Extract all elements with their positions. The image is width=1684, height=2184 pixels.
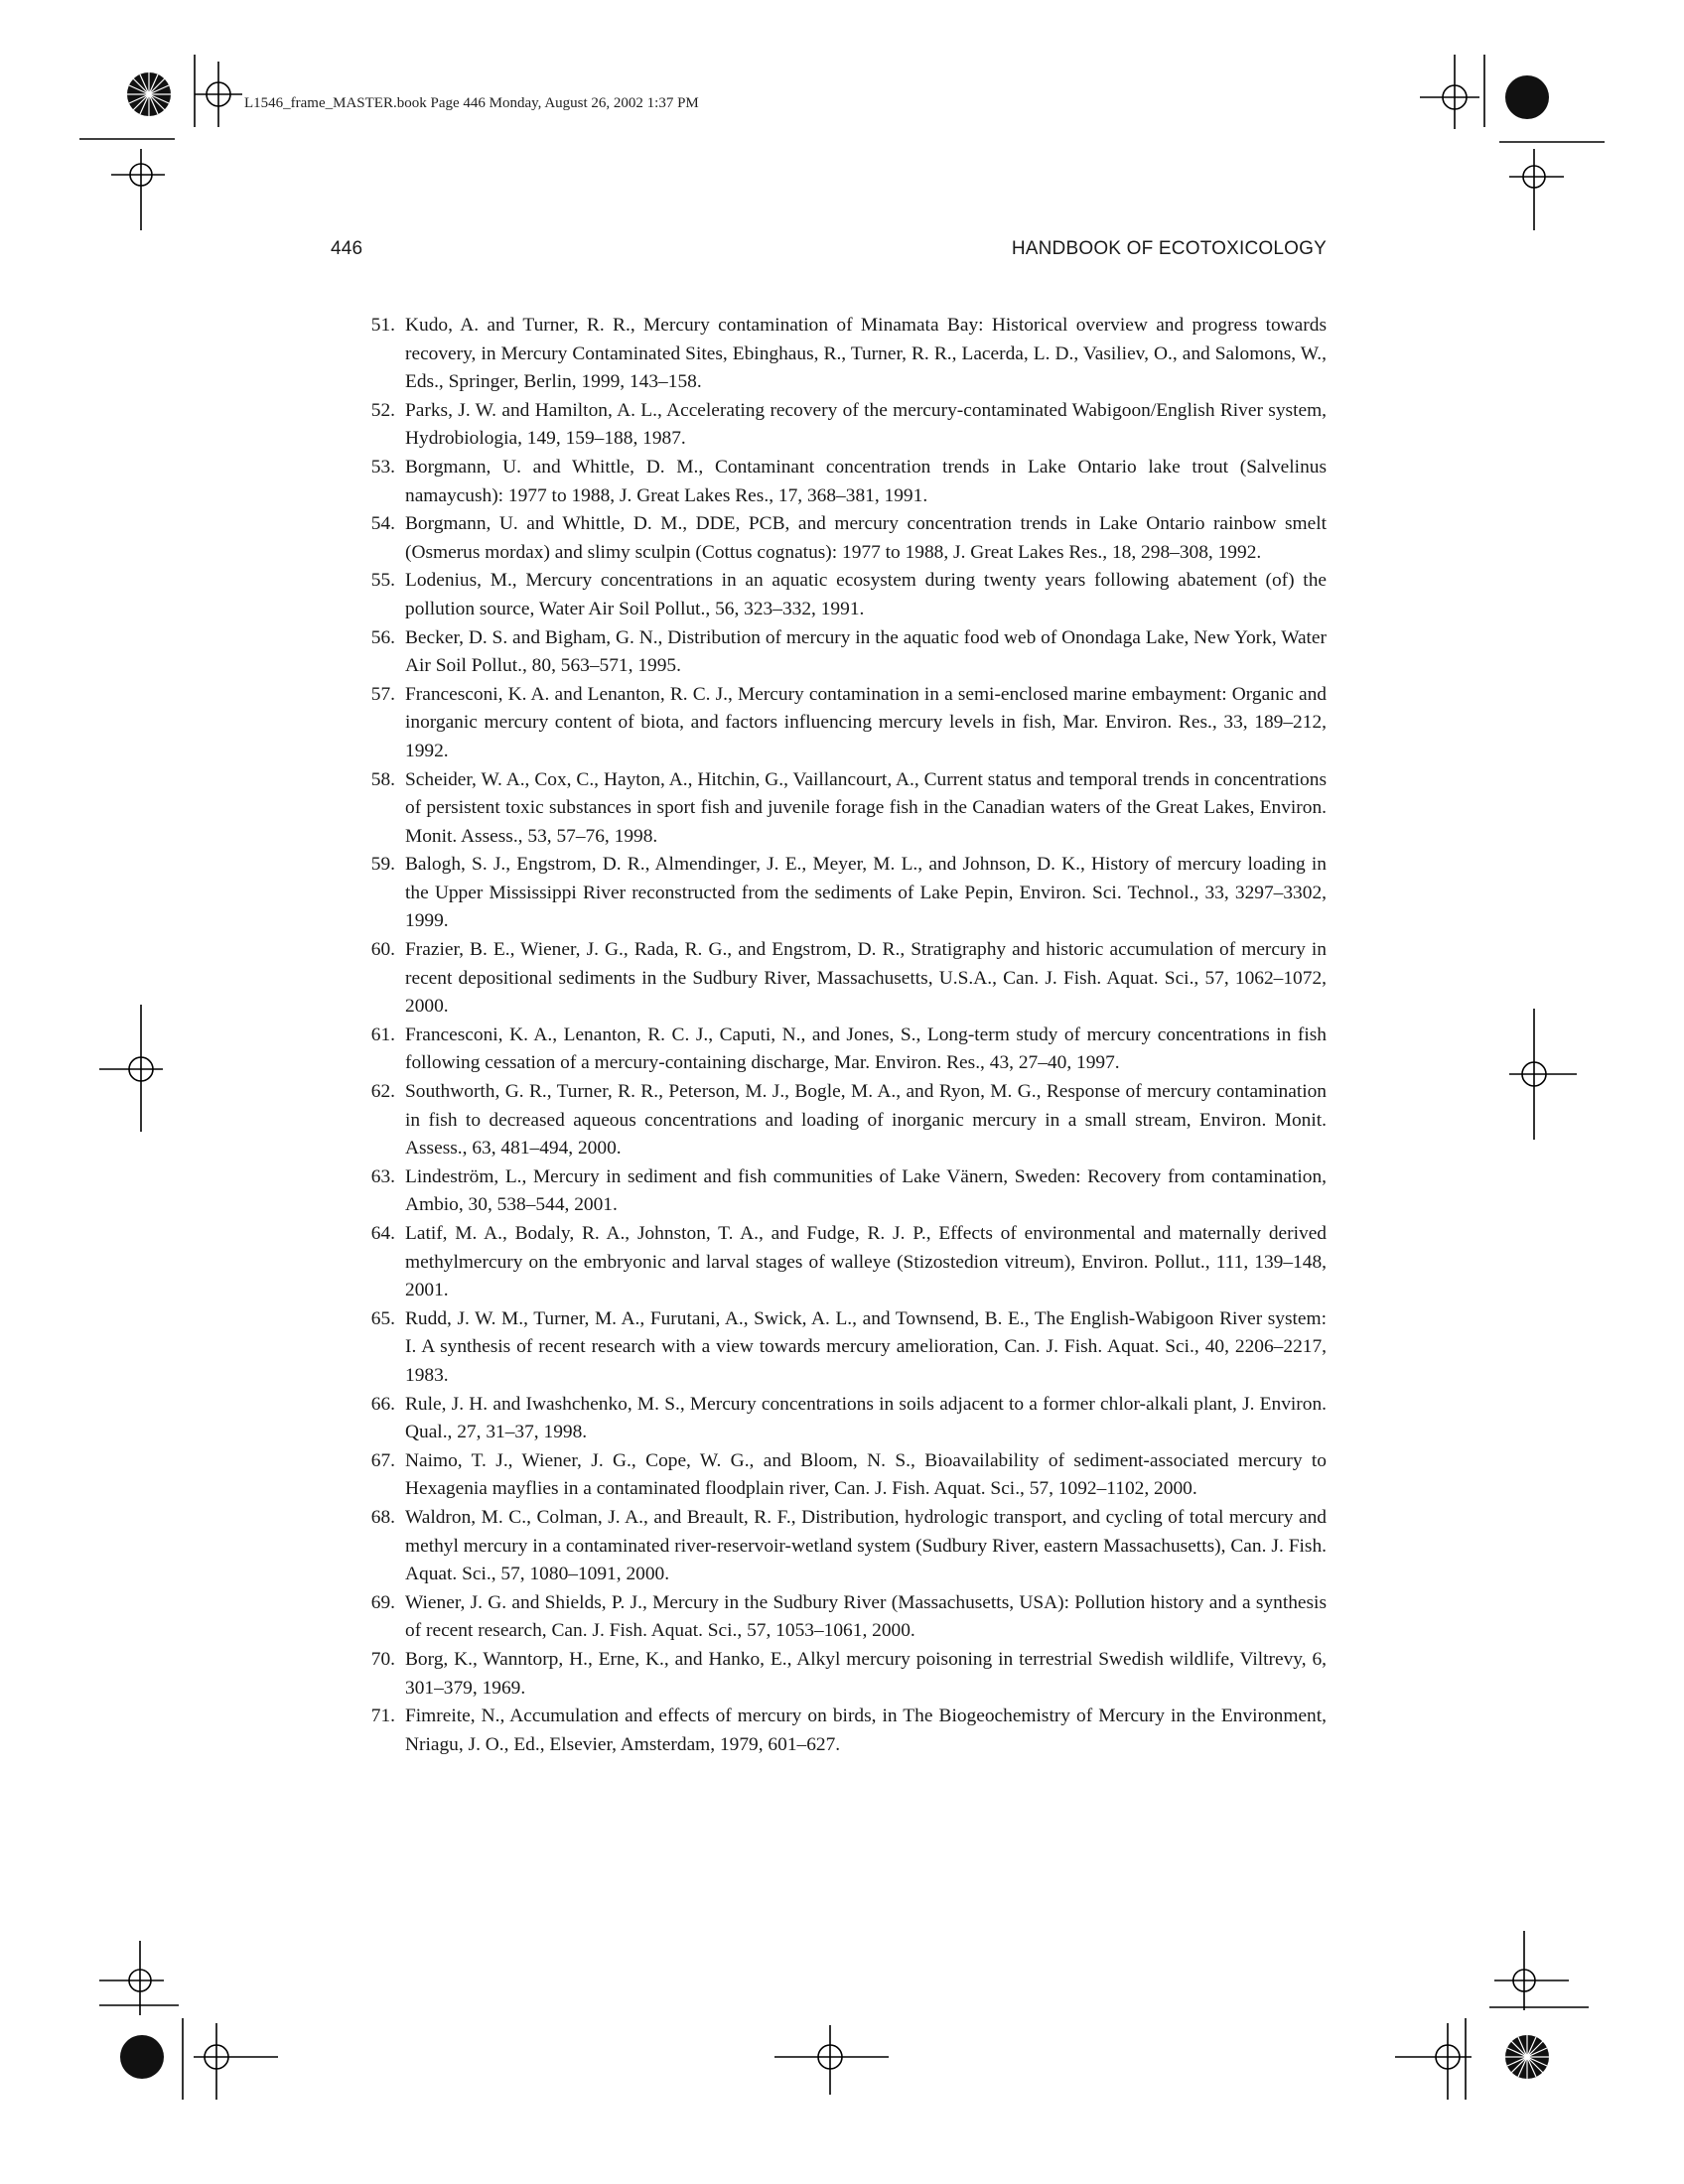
registration-target-icon — [99, 1941, 164, 2015]
registration-target-icon — [1420, 55, 1479, 129]
registration-target-icon — [1509, 1009, 1577, 1140]
reference-item — [357, 1447, 1327, 1504]
reference-text: Fimreite, N., Accumulation and effects of mercury on birds, in The Biogeochemistry of Mercury in the Environment, Nriagu, J. O., Ed., Elsevier, Amsterdam, 1979, 601–627. — [405, 1706, 1327, 1755]
reference-item — [357, 766, 1327, 852]
registration-target-icon — [195, 62, 242, 127]
reference-text: Frazier, B. E., Wiener, J. G., Rada, R. G., and Engstrom, D. R., Stratigraphy and historic accumulation of mercury in recent depositional sediments in the Sudbury River, Massachusetts, U.S.A., Can. J. Fish. Aquat. Sci., 57, 1062–1072, 2000. — [405, 939, 1327, 1018]
registration-sunburst-icon — [127, 72, 171, 116]
reference-item — [357, 1022, 1327, 1078]
reference-text: Kudo, A. and Turner, R. R., Mercury contamination of Minamata Bay: Historical overview and progress towards recovery, in Mercury Contaminated Sites, Ebinghaus, R., Turner, R. R., Lacerda, L. D., Vasiliev, O., and Salomons, W., Eds., Springer, Berlin, 1999, 143–158. — [405, 315, 1327, 393]
reference-number: 57. — [370, 683, 395, 705]
reference-text: Waldron, M. C., Colman, J. A., and Breault, R. F., Distribution, hydrologic transport, and cycling of total mercury and methyl mercury in a contaminated river-reservoir-wetland system (Sudbury River, eastern Massachusetts), Can. J. Fish. Aquat. Sci., 57, 1080–1091, 2000. — [405, 1506, 1327, 1585]
reference-number: 52. — [370, 399, 395, 421]
reference-number: 55. — [370, 570, 395, 592]
reference-list — [357, 312, 1327, 1759]
reference-item — [357, 567, 1327, 623]
reference-item — [357, 1163, 1327, 1220]
reference-number: 70. — [370, 1648, 395, 1670]
reference-item — [357, 1078, 1327, 1163]
reference-number: 54. — [370, 513, 395, 535]
reference-item — [357, 1589, 1327, 1646]
reference-text: Latif, M. A., Bodaly, R. A., Johnston, T. A., and Fudge, R. J. P., Effects of environmental and maternally derived methylmercury on the embryonic and larval stages of walleye (Stizostedion vitreum), Environ. Pollut., 111, 139–148, 2001. — [405, 1223, 1327, 1301]
reference-text: Balogh, S. J., Engstrom, D. R., Almendinger, J. E., Meyer, M. L., and Johnson, D. K., History of mercury loading in the Upper Mississippi River reconstructed from the sediments of Lake Pepin, Environ. Sci. Technol., 33, 3297–3302, 1999. — [405, 854, 1327, 932]
reference-text: Francesconi, K. A., Lenanton, R. C. J., Caputi, N., and Jones, S., Long-term study of mercury concentrations in fish following cessation of a mercury-containing discharge, Mar. Environ. Res., 43, 27–40, 1997. — [405, 1024, 1327, 1074]
reference-number: 60. — [370, 939, 395, 961]
reference-item — [357, 1305, 1327, 1391]
reference-text: Scheider, W. A., Cox, C., Hayton, A., Hitchin, G., Vaillancourt, A., Current status and temporal trends in concentrations of persistent toxic substances in sport fish and juvenile forage fish in the Canadian waters of the Great Lakes, Environ. Monit. Assess., 53, 57–76, 1998. — [405, 768, 1327, 847]
registration-target-icon — [1494, 1931, 1569, 2010]
registration-target-icon — [194, 2023, 278, 2100]
reference-number: 64. — [370, 1223, 395, 1244]
reference-number: 67. — [370, 1449, 395, 1471]
reference-text: Francesconi, K. A. and Lenanton, R. C. J., Mercury contamination in a semi-enclosed marine embayment: Organic and inorganic mercury content of biota, and factors influencing mercury levels in fish, Mar. Environ. Res., 33, 189–212, 1992. — [405, 683, 1327, 761]
registration-dot-icon — [120, 2035, 164, 2079]
reference-text: Southworth, G. R., Turner, R. R., Peterson, M. J., Bogle, M. A., and Ryon, M. G., Response of mercury contamination in fish to decreased aqueous concentrations and loading of inorganic mercury in a small stream, Environ. Monit. Assess., 63, 481–494, 2000. — [405, 1081, 1327, 1160]
reference-text: Rule, J. H. and Iwashchenko, M. S., Mercury concentrations in soils adjacent to a former chlor-alkali plant, J. Environ. Qual., 27, 31–37, 1998. — [405, 1393, 1327, 1443]
registration-target-icon — [1395, 2023, 1472, 2100]
page-number: 446 — [331, 238, 363, 259]
reference-number: 53. — [370, 456, 395, 478]
registration-target-icon — [111, 149, 165, 230]
print-slug: L1546_frame_MASTER.book Page 446 Monday, August 26, 2002 1:37 PM — [244, 95, 699, 111]
reference-item — [357, 1220, 1327, 1305]
reference-text: Becker, D. S. and Bigham, G. N., Distribution of mercury in the aquatic food web of Onondaga Lake, New York, Water Air Soil Pollut., 80, 563–571, 1995. — [405, 626, 1327, 677]
reference-text: Borgmann, U. and Whittle, D. M., Contaminant concentration trends in Lake Ontario lake trout (Salvelinus namaycush): 1977 to 1988, J. Great Lakes Res., 17, 368–381, 1991. — [405, 456, 1327, 506]
reference-number: 68. — [370, 1506, 395, 1528]
registration-target-icon — [1509, 149, 1564, 230]
reference-item — [357, 510, 1327, 567]
reference-text: Rudd, J. W. M., Turner, M. A., Furutani, A., Swick, A. L., and Townsend, B. E., The English-Wabigoon River system: I. A synthesis of recent research with a view towards mercury amelioration, Can. J. Fish. Aquat. Sci., 40, 2206–2217, 1983. — [405, 1307, 1327, 1386]
reference-item — [357, 1504, 1327, 1589]
reference-item — [357, 1646, 1327, 1703]
reference-item — [357, 936, 1327, 1022]
running-title: HANDBOOK OF ECOTOXICOLOGY — [1011, 238, 1327, 259]
reference-text: Borg, K., Wanntorp, H., Erne, K., and Hanko, E., Alkyl mercury poisoning in terrestrial Swedish wildlife, Viltrevy, 6, 301–379, 1969. — [405, 1648, 1327, 1699]
running-head — [331, 238, 1327, 260]
registration-target-icon — [774, 2025, 889, 2095]
reference-number: 58. — [370, 768, 395, 790]
reference-item — [357, 312, 1327, 397]
reference-text: Lodenius, M., Mercury concentrations in an aquatic ecosystem during twenty years following abatement (of) the pollution source, Water Air Soil Pollut., 56, 323–332, 1991. — [405, 570, 1327, 619]
reference-number: 63. — [370, 1165, 395, 1187]
reference-item — [357, 397, 1327, 454]
reference-number: 59. — [370, 854, 395, 876]
reference-number: 61. — [370, 1024, 395, 1045]
reference-item — [357, 851, 1327, 936]
registration-sunburst-icon — [1505, 2035, 1549, 2079]
reference-number: 65. — [370, 1307, 395, 1329]
reference-item — [357, 1703, 1327, 1759]
reference-text: Parks, J. W. and Hamilton, A. L., Accelerating recovery of the mercury-contaminated Wabigoon/English River system, Hydrobiologia, 149, 159–188, 1987. — [405, 399, 1327, 450]
reference-number: 66. — [370, 1393, 395, 1415]
reference-item — [357, 681, 1327, 766]
reference-number: 71. — [370, 1706, 395, 1727]
reference-text: Borgmann, U. and Whittle, D. M., DDE, PCB, and mercury concentration trends in Lake Ontario rainbow smelt (Osmerus mordax) and slimy sculpin (Cottus cognatus): 1977 to 1988, J. Great Lakes Res., 18, 298–308, 1992. — [405, 513, 1327, 563]
reference-number: 51. — [370, 315, 395, 336]
registration-dot-icon — [1505, 75, 1549, 119]
reference-number: 62. — [370, 1081, 395, 1103]
reference-text: Naimo, T. J., Wiener, J. G., Cope, W. G., and Bloom, N. S., Bioavailability of sediment-associated mercury to Hexagenia mayflies in a contaminated floodplain river, Can. J. Fish. Aquat. Sci., 57, 1092–1102, 2000. — [405, 1449, 1327, 1500]
reference-text: Wiener, J. G. and Shields, P. J., Mercury in the Sudbury River (Massachusetts, USA): Pollution history and a synthesis of recent research, Can. J. Fish. Aquat. Sci., 57, 1053–1061, 2000. — [405, 1591, 1327, 1642]
reference-item — [357, 1391, 1327, 1447]
registration-target-icon — [99, 1005, 163, 1132]
reference-number: 69. — [370, 1591, 395, 1613]
reference-item — [357, 454, 1327, 510]
reference-text: Lindeström, L., Mercury in sediment and fish communities of Lake Vänern, Sweden: Recovery from contamination, Ambio, 30, 538–544, 2001. — [405, 1165, 1327, 1216]
reference-number: 56. — [370, 626, 395, 648]
reference-item — [357, 624, 1327, 681]
